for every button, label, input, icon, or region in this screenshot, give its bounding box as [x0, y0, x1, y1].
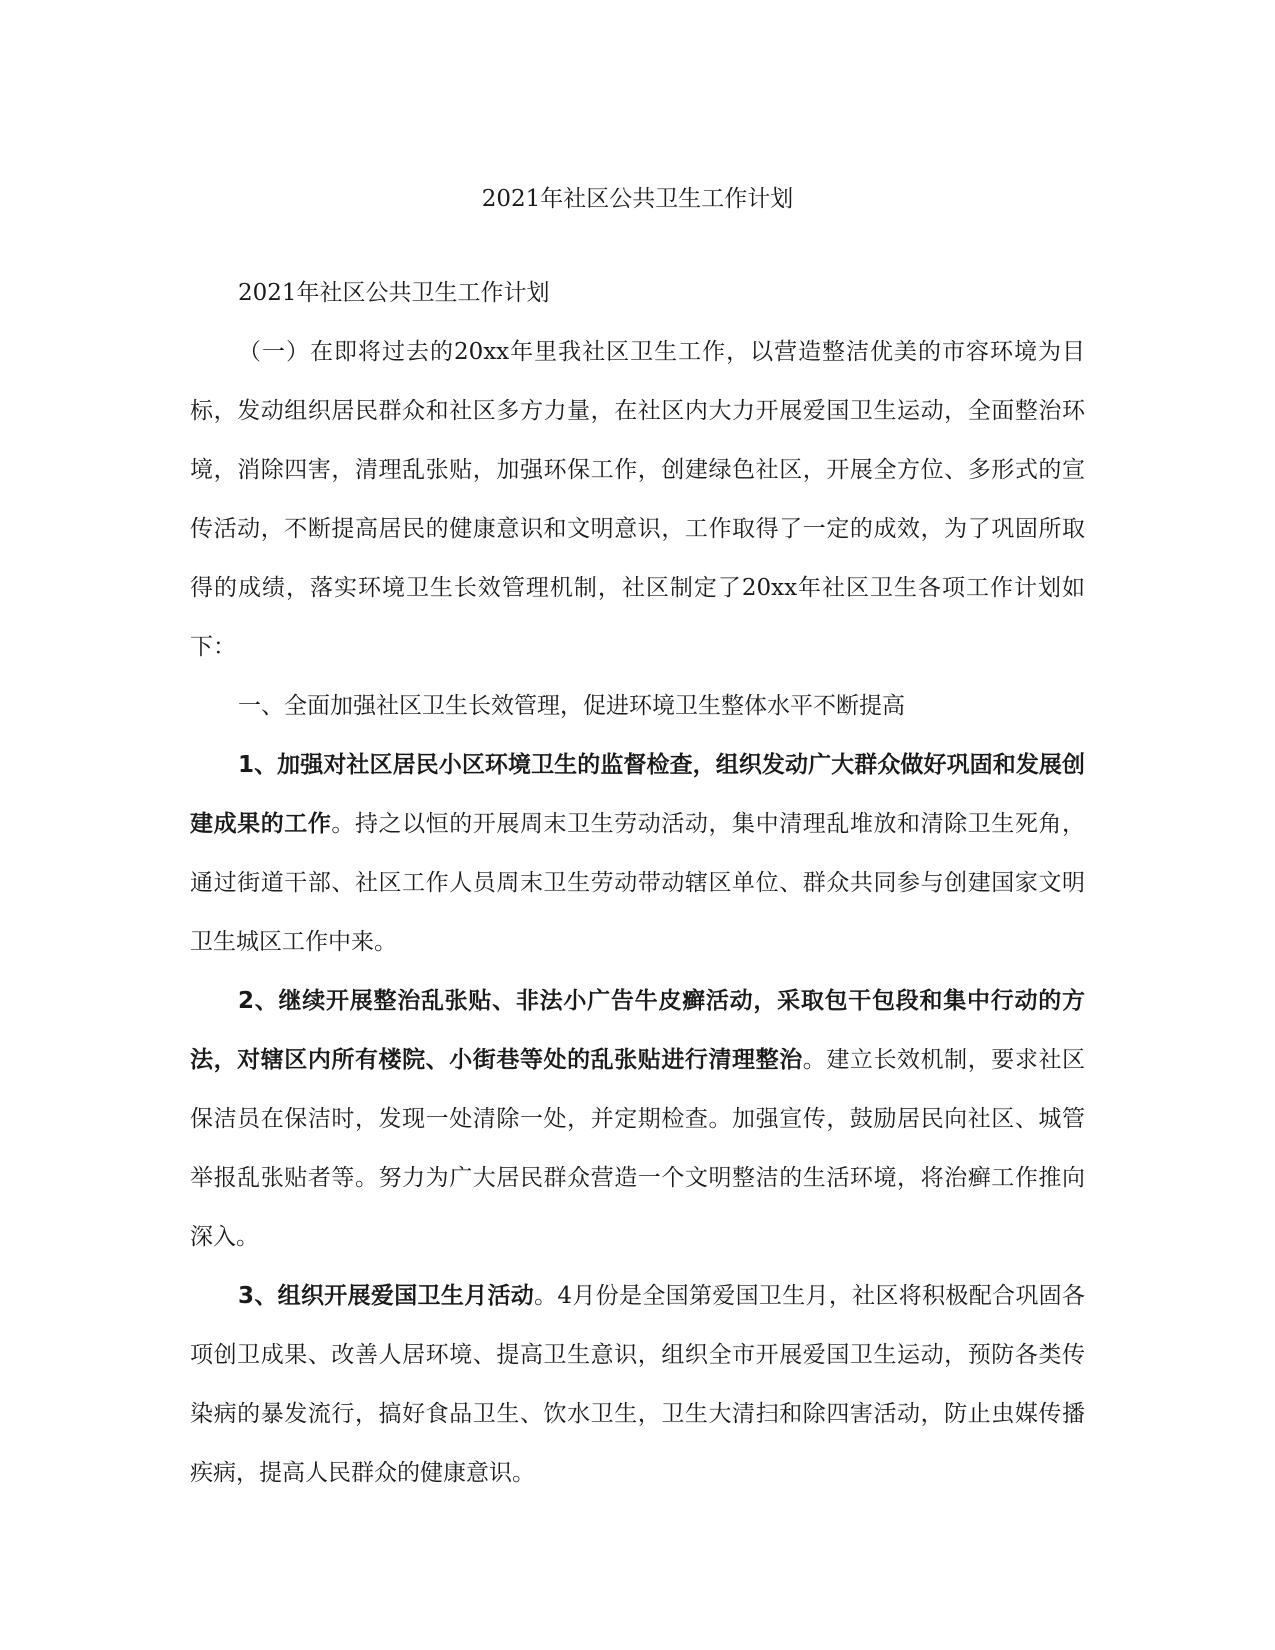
document-title: 2021年社区公共卫生工作计划: [481, 186, 794, 212]
item-2-text: 。建立长效机制，要求社区保洁员在保洁时，发现一处清除一处，并定期检查。加强宣传，鼓励居民向社区、城管举报乱张贴者等。努力为广大居民群众营造一个文明整洁的生活环境，将治癣工作推向深入。: [190, 1047, 1086, 1250]
item-3-heading: 3、组织开展爱国卫生月活动: [238, 1283, 535, 1309]
document-body: [190, 264, 1085, 1503]
item-paragraph-3: [190, 1267, 1085, 1503]
item-paragraph-1: [190, 736, 1085, 972]
item-2-heading: 2、继续开展整治乱张贴、非法小广告牛皮癣活动，采取包干包段和集中行动的方法，对辖区内所有楼院、小街巷等处的乱张贴进行清理整治: [190, 988, 1085, 1073]
item-3-text: 。4月份是全国第爱国卫生月，社区将积极配合巩固各项创卫成果、改善人居环境、提高卫生意识，组织全市开展爱国卫生运动，预防各类传染病的暴发流行，搞好食品卫生、饮水卫生，卫生大清扫和除四害活动，防止虫媒传播疾病，提高人民群众的健康意识。: [190, 1283, 1085, 1486]
section-heading: 一、全面加强社区卫生长效管理，促进环境卫生整体水平不断提高: [238, 693, 905, 719]
document-subtitle: 2021年社区公共卫生工作计划: [238, 280, 550, 306]
intro-paragraph: （一）在即将过去的20xx年里我社区卫生工作，以营造整洁优美的市容环境为目标，发动组织居民群众和社区多方力量，在社区内大力开展爱国卫生运动，全面整治环境，消除四害，清理乱张贴，加强环保工作，创建绿色社区，开展全方位、多形式的宣传活动，不断提高居民的健康意识和文明意识，工作取得了一定的成效，为了巩固所取得的成绩，落实环境卫生长效管理机制，社区制定了20xx年社区卫生各项工作计划如下：: [190, 339, 1085, 660]
item-1-text: 。持之以恒的开展周末卫生劳动活动，集中清理乱堆放和清除卫生死角，通过街道干部、社区工作人员周末卫生劳动带动辖区单位、群众共同参与创建国家文明卫生城区工作中来。: [190, 811, 1086, 955]
item-1-heading: 1、加强对社区居民小区环境卫生的监督检查，组织发动广大群众做好巩固和发展创建成果的工作: [190, 752, 1085, 837]
item-paragraph-2: [190, 972, 1085, 1267]
